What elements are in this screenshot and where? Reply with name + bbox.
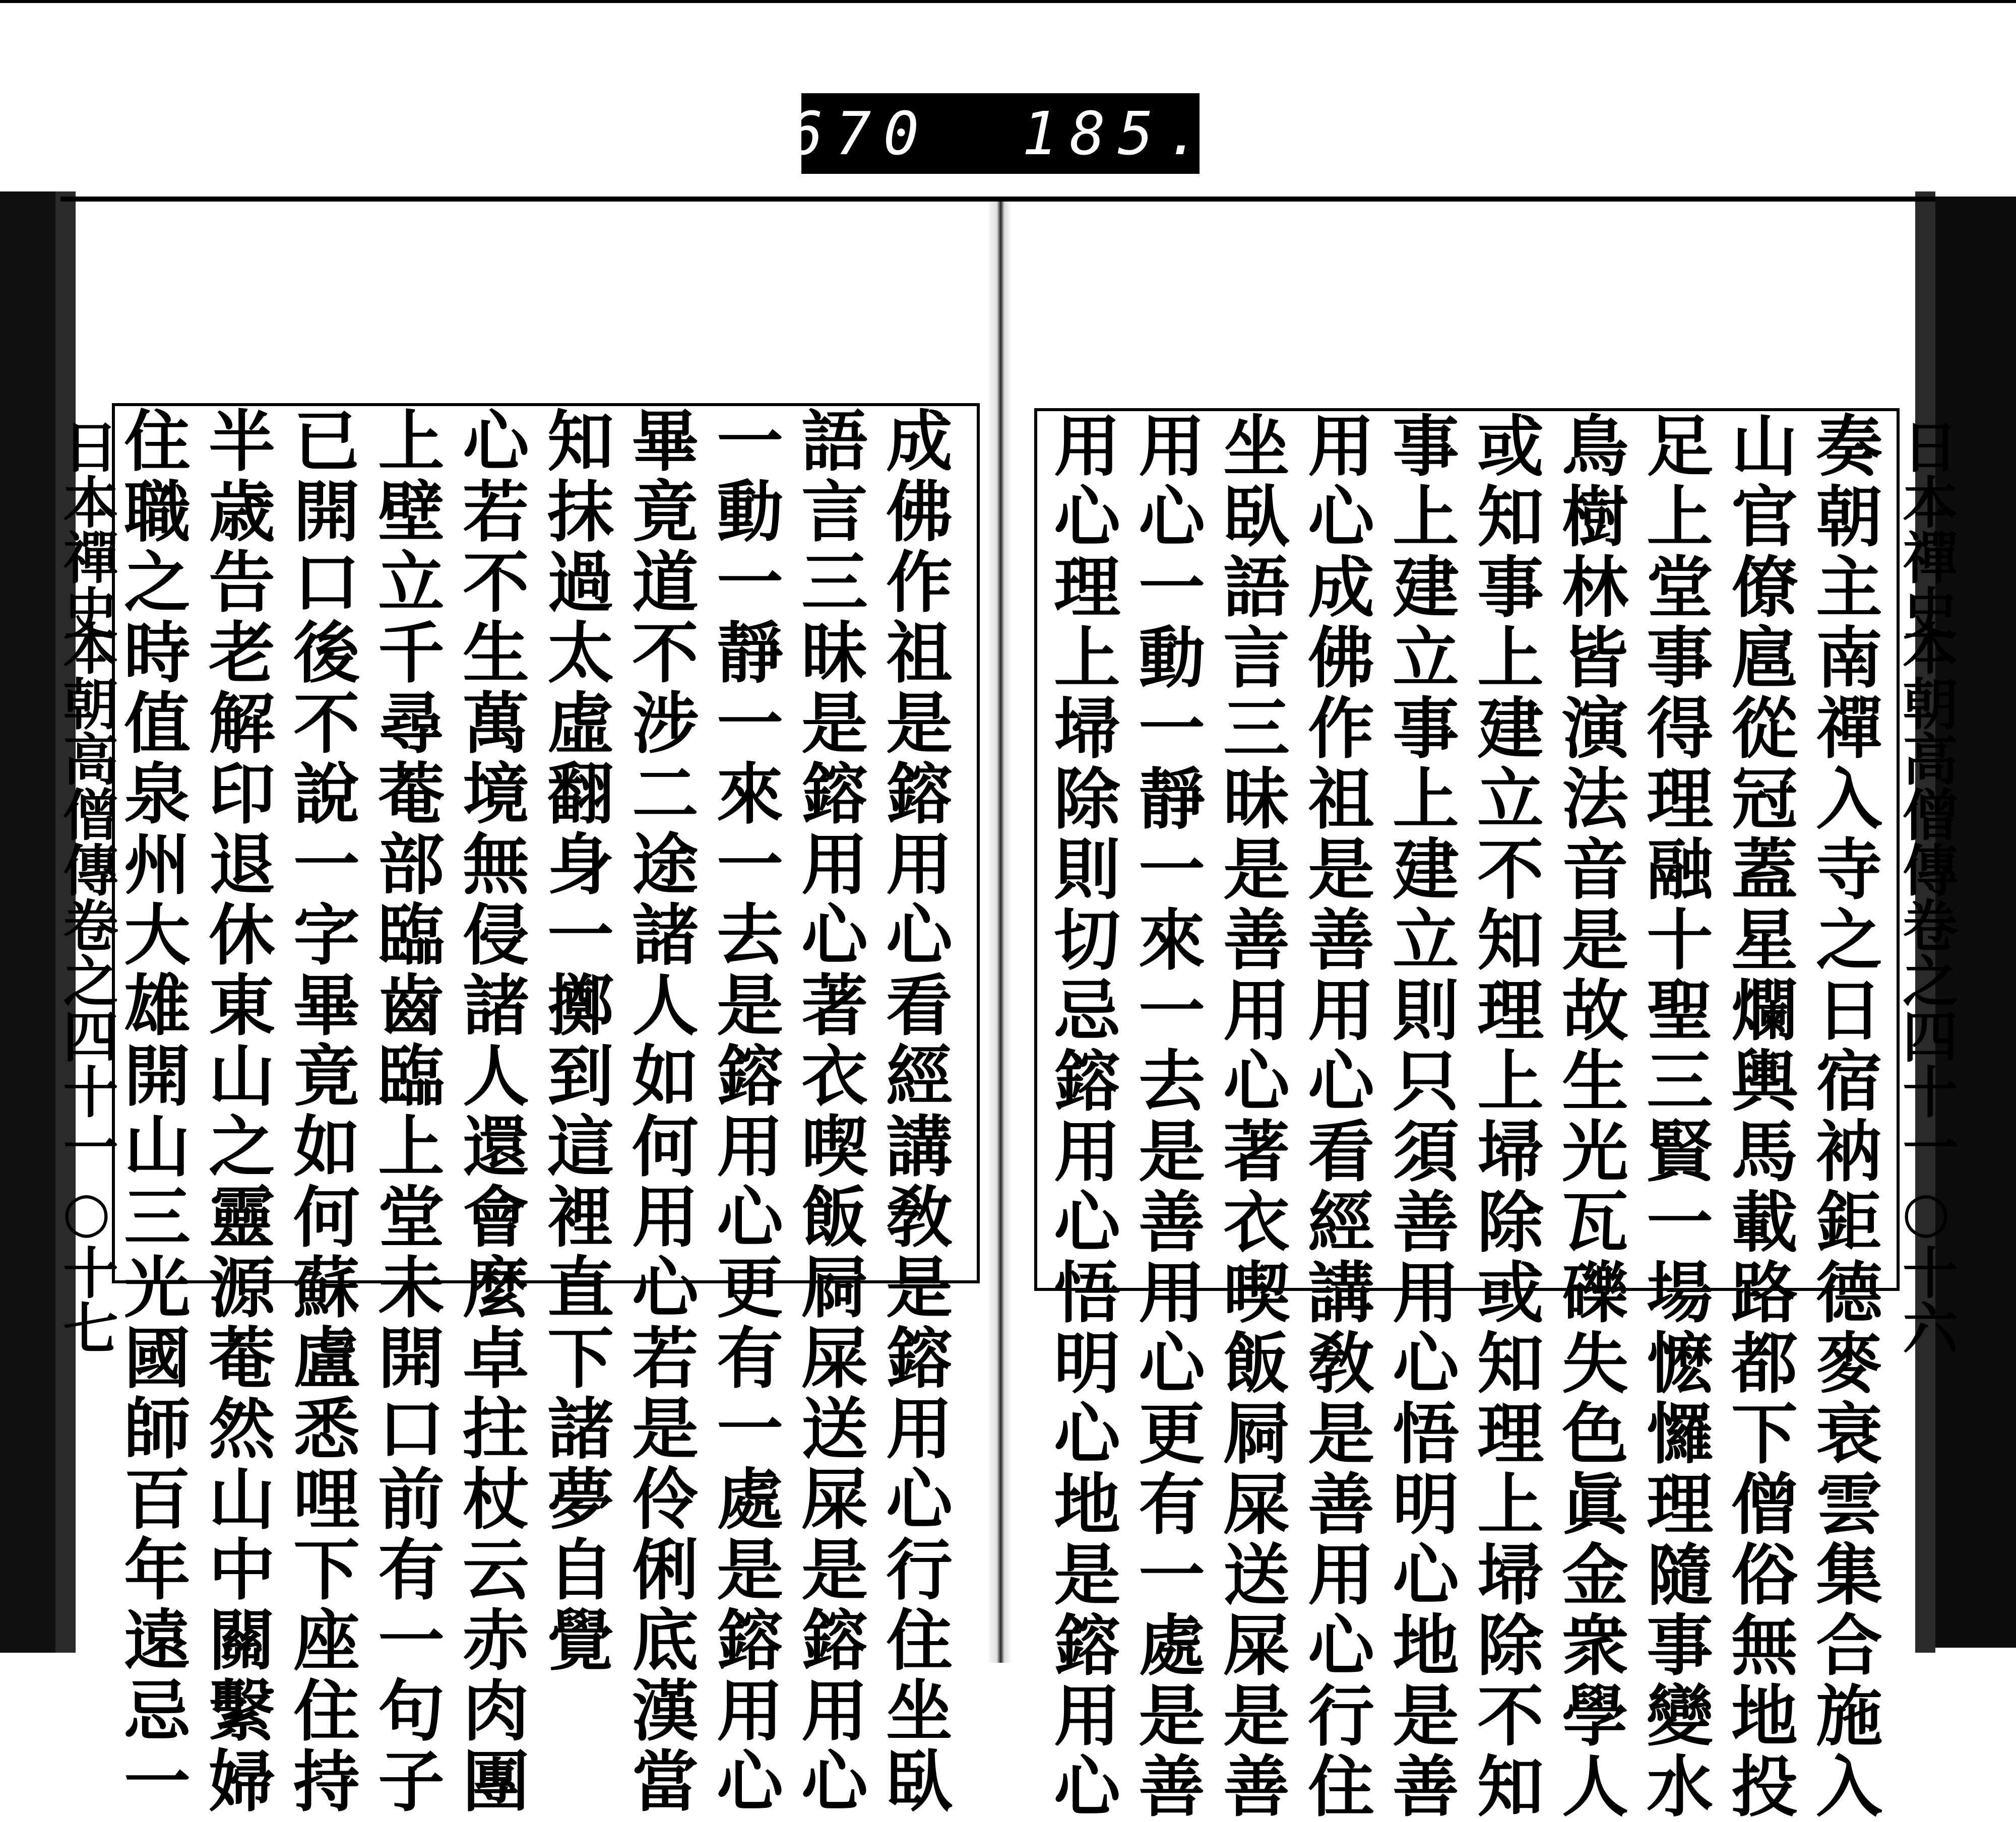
right-column-8: 坐臥語言三昧是善用心著衣喫飯屙屎送屎是善	[1212, 411, 1290, 1822]
left-column-2: 語言三昧是鎔用心著衣喫飯屙屎送屎是鎔用心	[790, 406, 868, 1817]
left-column-5: 知抹過太虛翻身一擲到這裡直下諸夢自覺	[536, 406, 614, 1676]
left-column-7: 上壁立千尋菴部臨齒臨上堂未開口前有一句子	[366, 406, 445, 1817]
left-margin-page-number: ○十七	[54, 1179, 119, 1355]
right-column-4: 鳥樹林皆演法音是故生光瓦礫失色眞金衆學人	[1550, 411, 1628, 1822]
right-text-frame	[1034, 408, 1900, 1822]
right-margin-page-number: ○十六	[1894, 1179, 1959, 1355]
left-column-4: 畢竟道不涉二途諸人如何用心若是伶俐底漢當	[620, 406, 699, 1817]
book-spine	[987, 202, 1012, 1663]
scan-top-edge	[0, 0, 2016, 3]
left-margin-section: 本朝高僧傳卷之四十一	[54, 620, 119, 1174]
right-column-3: 足上堂事得理融十聖三賢一場懡㦬理隨事變水	[1635, 411, 1713, 1822]
right-column-1: 奏朝主南禪入寺之日宿衲鉅德麥衰雲集合施入	[1804, 411, 1882, 1822]
label-right-number: 185.	[1022, 99, 1214, 168]
right-column-9: 用心一動一靜一來一去是善用心更有一處是善	[1127, 411, 1205, 1822]
right-column-2: 山官僚扈從冠蓋星爛輿馬載路都下僧俗無地投	[1720, 411, 1798, 1822]
archive-number-label	[787, 93, 1214, 174]
left-text-frame	[112, 403, 980, 1817]
right-column-6: 事上建立事上建立則只須善用心悟明心地是善	[1381, 411, 1459, 1822]
left-column-1: 成佛作祖是鎔用心看經講敎是鎔用心行住坐臥	[874, 406, 953, 1817]
right-margin-section: 本朝高僧傳卷之四十一	[1894, 620, 1959, 1174]
right-margin-title: 日本禪史	[1894, 418, 1959, 640]
left-margin-title: 日本禪史	[54, 418, 119, 640]
label-left-number: 670	[787, 99, 931, 168]
left-column-9: 半歳告老解印退休東山之靈源菴然山中關繫婦	[197, 406, 275, 1817]
top-page-edge	[60, 197, 1935, 202]
left-column-3: 一動一靜一來一去是鎔用心更有一處是鎔用心	[705, 406, 783, 1817]
left-column-6: 心若不生萬境無侵諸人還會麼卓拄杖云赤肉團	[451, 406, 529, 1817]
left-column-10: 住職之時值泉州大雄開山三光國師百年遠忌一	[112, 406, 191, 1817]
right-column-10: 用心理上埽除則切忌鎔用心悟明心地是鎔用心	[1042, 411, 1120, 1822]
right-column-7: 用心成佛作祖是善用心看經講敎是善用心行住	[1296, 411, 1374, 1822]
left-column-8: 已開口後不說一字畢竟如何蘇盧悉哩下座住持	[282, 406, 360, 1817]
right-column-5: 或知事上建立不知理上埽除或知理上埽除不知	[1466, 411, 1544, 1822]
